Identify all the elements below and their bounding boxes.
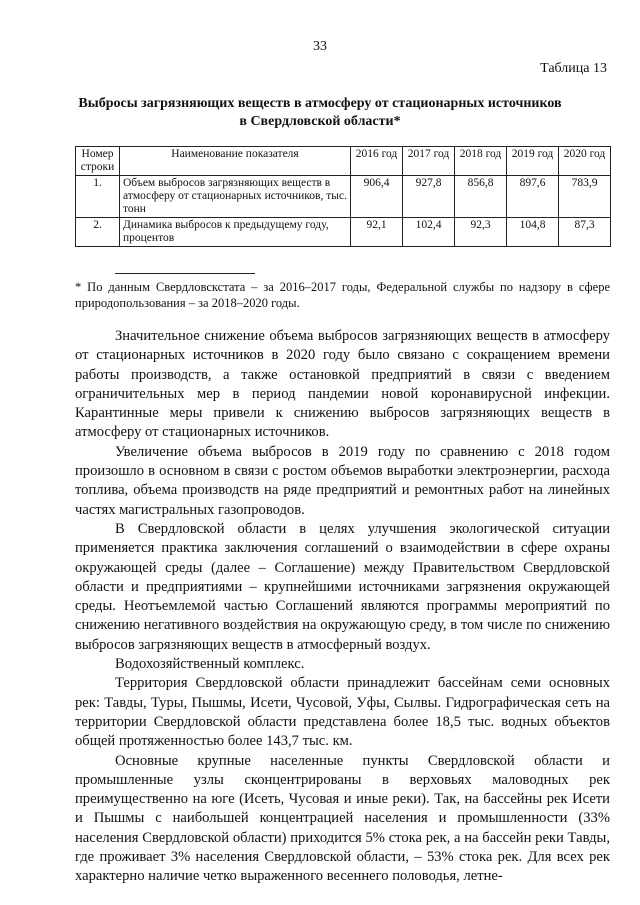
value-cell: 897,6: [507, 176, 559, 218]
table-title: [60, 95, 580, 131]
header-row-number: Номер строки: [76, 147, 120, 176]
body-text: [75, 327, 610, 887]
value-cell: 783,9: [559, 176, 611, 218]
row-indicator: Динамика выбросов к предыдущему году, процентов: [120, 218, 351, 247]
table-row: [76, 176, 611, 218]
paragraph: Основные крупные населенные пункты Свердловской области и промышленные узлы сконцентрированы в верховьях маловодных рек преимущественно на юге (Исеть, Чусовая и иные реки). Так, на бассейны рек Исети и Пышмы с наибольшей концентрацией населения и промышленности (33% населения Свердловской области) приходится 5% стока рек, а на бассейн реки Тавды, где проживает 3% населения Свердловской области, – 53% стока рек. Для всех рек характерно наличие четко выраженного весеннего половодья, летне-: [75, 752, 610, 885]
footnote: * По данным Свердловскстата – за 2016–2017 годы, Федеральной службы по надзору в сфере природопользования – за 2018–2020 годы.: [75, 280, 610, 310]
value-cell: 906,4: [351, 176, 403, 218]
value-cell: 102,4: [403, 218, 455, 247]
value-cell: 927,8: [403, 176, 455, 218]
header-indicator: Наименование показателя: [120, 147, 351, 176]
row-indicator: Объем выбросов загрязняющих веществ в атмосферу от стационарных источников, тыс. тонн: [120, 176, 351, 218]
footnote-divider: [115, 273, 255, 274]
table-row: [76, 218, 611, 247]
table-label: Таблица 13: [540, 61, 607, 76]
paragraph: Водохозяйственный комплекс.: [115, 656, 305, 673]
paragraph: В Свердловской области в целях улучшения экологической ситуации применяется практика заключения соглашений о взаимодействии в сфере охраны окружающей среды (далее – Соглашение) между Правительством Свердловской области и предприятиями – крупнейшими источниками загрязнения окружающей среды. Неотъемлемой частью Соглашений являются программы мероприятий по снижению негативного воздействия на окружающую среду, в том числе по снижению выбросов загрязняющих веществ в атмосферный воздух.: [75, 520, 610, 653]
table-header-row: [76, 147, 611, 176]
header-year-2019: 2019 год: [507, 147, 559, 176]
header-year-2016: 2016 год: [351, 147, 403, 176]
value-cell: 856,8: [455, 176, 507, 218]
value-cell: 104,8: [507, 218, 559, 247]
paragraph: Значительное снижение объема выбросов загрязняющих веществ в атмосферу от стационарных источников в 2020 году было связано с сокращением времени работы производств, а также остановкой предприятий в связи с введением ограничительных мер в период пандемии новой коронавирусной инфекции. Карантинные меры привели к снижению выбросов загрязняющих веществ в атмосферу от стационарных источников.: [75, 328, 610, 441]
table-title-line-2: в Свердловской области*: [239, 114, 401, 129]
header-year-2020: 2020 год: [559, 147, 611, 176]
value-cell: 92,1: [351, 218, 403, 247]
value-cell: 87,3: [559, 218, 611, 247]
value-cell: 92,3: [455, 218, 507, 247]
header-year-2017: 2017 год: [403, 147, 455, 176]
row-number: 1.: [76, 176, 120, 218]
emissions-table: [75, 146, 611, 247]
page-number: 33: [313, 39, 327, 54]
paragraph: Увеличение объема выбросов в 2019 году по сравнению с 2018 годом произошло в основном в связи с ростом объемов выработки электроэнергии, расхода топлива, объема производств на ряде предприятий и ремонтных работ на линейных частях магистральных газопроводов.: [75, 443, 610, 518]
table-title-line-1: Выбросы загрязняющих веществ в атмосферу от стационарных источников: [78, 96, 562, 111]
header-year-2018: 2018 год: [455, 147, 507, 176]
row-number: 2.: [76, 218, 120, 247]
paragraph: Территория Свердловской области принадлежит бассейнам семи основных рек: Тавды, Туры, Пышмы, Исети, Чусовой, Уфы, Сылвы. Гидрографическая сеть на территории Свердловской области представлена более 18,5 тыс. водных объектов общей протяженностью более 143,7 тыс. км.: [75, 675, 610, 750]
